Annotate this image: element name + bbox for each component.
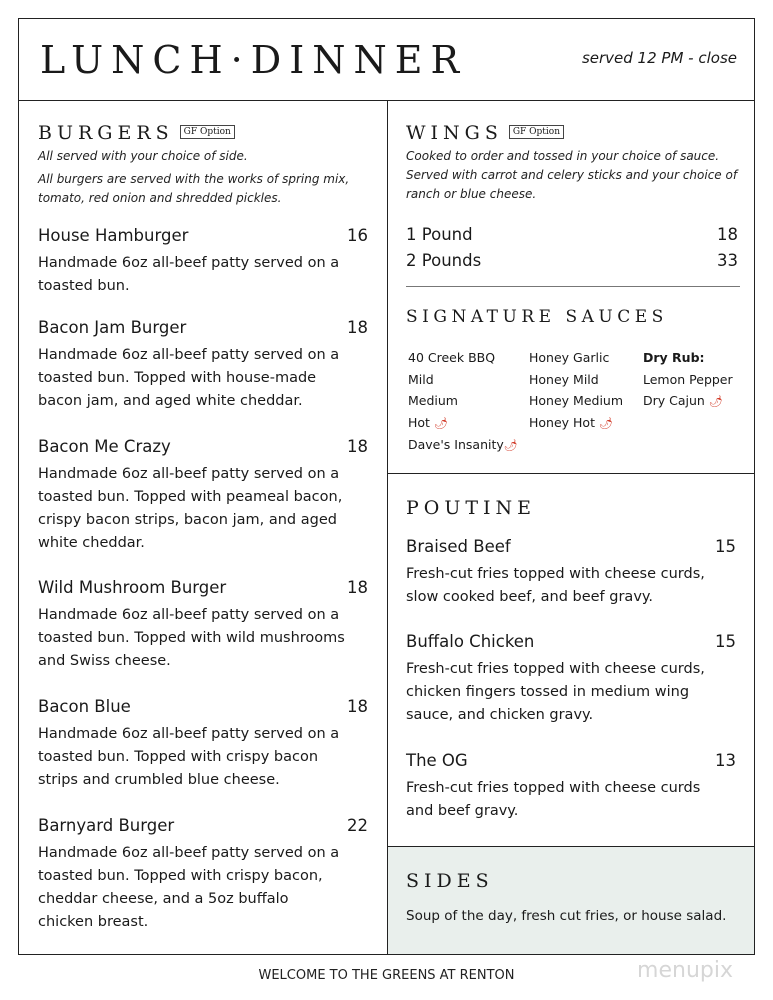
item-description: Fresh-cut fries topped with cheese curds and beef gravy. bbox=[406, 780, 701, 819]
item-description: Fresh-cut fries topped with cheese curds, slow cooked beef, and beef gravy. bbox=[406, 566, 705, 605]
sauce-item: Honey Medium bbox=[529, 393, 624, 408]
sauce-item: Dry Cajun bbox=[643, 393, 705, 408]
burgers-title-text: BURGERS bbox=[38, 122, 174, 144]
item-price: 16 bbox=[347, 226, 368, 245]
sides-title: SIDES bbox=[406, 870, 494, 892]
item-price: 15 bbox=[715, 632, 736, 651]
item-description: Handmade 6oz all-beef patty served on a toasted bun. Topped with crispy bacon, cheddar cheese, and a 5oz buffalo chicken breast. bbox=[38, 845, 340, 930]
menu-item bbox=[38, 816, 368, 934]
burgers-works-note: All burgers are served with the works of spring mix, tomato, red onion and shredded pickles. bbox=[38, 172, 350, 205]
burgers-title bbox=[38, 122, 235, 144]
item-name: Braised Beef bbox=[406, 537, 511, 556]
poutine-sides-divider bbox=[387, 846, 755, 847]
wings-sauces-divider bbox=[406, 286, 740, 287]
sauce-item-hot bbox=[408, 412, 518, 435]
wing-size-name: 1 Pound bbox=[406, 225, 473, 244]
sauce-item: Honey Garlic bbox=[529, 350, 610, 365]
wing-size-row bbox=[406, 251, 738, 270]
served-hours: served 12 PM - close bbox=[581, 49, 737, 67]
dry-rub-heading: Dry Rub: bbox=[643, 350, 705, 365]
item-description: Handmade 6oz all-beef patty served on a toasted bun. Topped with wild mushrooms and Swiss cheese. bbox=[38, 607, 345, 669]
menu-item bbox=[38, 697, 368, 792]
menu-item bbox=[406, 632, 736, 727]
chili-pepper-icon: 🌶 bbox=[598, 416, 613, 430]
sauce-item: Honey Hot bbox=[529, 414, 595, 430]
item-price: 18 bbox=[347, 697, 368, 716]
menu-item bbox=[38, 318, 368, 413]
item-price: 18 bbox=[347, 437, 368, 456]
menu-item bbox=[38, 578, 368, 673]
wings-title bbox=[406, 122, 564, 144]
wing-size-price: 18 bbox=[717, 225, 738, 244]
sides-text: Soup of the day, fresh cut fries, or house salad. bbox=[406, 908, 727, 924]
wing-size-row bbox=[406, 225, 738, 244]
sauces-title: SIGNATURE SAUCES bbox=[406, 307, 668, 327]
sauce-item: Lemon Pepper bbox=[643, 371, 733, 387]
item-name: Bacon Blue bbox=[38, 697, 131, 716]
item-price: 15 bbox=[715, 537, 736, 556]
wing-size-price: 33 bbox=[717, 251, 738, 270]
sauce-item: Hot bbox=[408, 414, 430, 430]
sauce-item: Honey Mild bbox=[529, 371, 599, 387]
sauce-item: Dave's Insanity bbox=[408, 437, 504, 452]
sauce-item: Medium bbox=[408, 393, 458, 408]
sauce-item-hot bbox=[529, 412, 623, 435]
item-description: Handmade 6oz all-beef patty served on a toasted bun. Topped with crispy bacon strips and crumbled blue cheese. bbox=[38, 726, 340, 788]
sauce-item: 40 Creek BBQ bbox=[408, 350, 496, 365]
menu-header bbox=[18, 18, 755, 101]
burgers-side-note: All served with your choice of side. bbox=[38, 149, 248, 163]
sauce-item: Mild bbox=[408, 371, 434, 387]
item-description: Handmade 6oz all-beef patty served on a toasted bun. Topped with peameal bacon, crispy bacon strips, bacon jam, and aged white cheddar. bbox=[38, 466, 343, 551]
column-divider bbox=[387, 100, 388, 955]
item-price: 18 bbox=[347, 318, 368, 337]
item-name: Bacon Jam Burger bbox=[38, 318, 187, 337]
item-name: The OG bbox=[406, 751, 468, 770]
item-price: 22 bbox=[347, 816, 368, 835]
sides-panel bbox=[388, 847, 754, 954]
menu-item bbox=[406, 537, 736, 609]
sauce-list-1 bbox=[408, 347, 518, 457]
wing-size-name: 2 Pounds bbox=[406, 251, 482, 270]
menupix-watermark: menupix bbox=[637, 958, 733, 983]
menu-item bbox=[38, 226, 368, 298]
item-price: 18 bbox=[347, 578, 368, 597]
wings-note: Cooked to order and tossed in your choice of sauce. Served with carrot and celery sticks and your choice of ranch or blue cheese. bbox=[406, 149, 738, 201]
sauce-item-cajun bbox=[643, 390, 733, 413]
menu-item bbox=[38, 437, 368, 555]
item-price: 13 bbox=[715, 751, 736, 770]
wings-title-text: WINGS bbox=[406, 122, 503, 144]
chili-pepper-icon: 🌶 bbox=[708, 395, 723, 408]
gf-option-badge: GF Option bbox=[509, 125, 564, 139]
item-name: Wild Mushroom Burger bbox=[38, 578, 227, 597]
sauce-list-2 bbox=[529, 347, 623, 434]
sauce-item-insanity bbox=[408, 434, 518, 457]
gf-option-badge: GF Option bbox=[180, 125, 235, 139]
page-title: LUNCH·DINNER bbox=[40, 38, 468, 82]
item-description: Handmade 6oz all-beef patty served on a toasted bun. bbox=[38, 255, 340, 294]
item-name: House Hamburger bbox=[38, 226, 189, 245]
item-name: Buffalo Chicken bbox=[406, 632, 535, 651]
chili-pepper-icon: 🌶 bbox=[503, 439, 518, 452]
chili-pepper-icon: 🌶 bbox=[433, 416, 448, 430]
sauce-list-3 bbox=[643, 347, 733, 413]
item-description: Fresh-cut fries topped with cheese curds, chicken fingers tossed in medium wing sauce, and chicken gravy. bbox=[406, 661, 705, 723]
menu-item bbox=[406, 751, 736, 823]
wings-poutine-divider bbox=[387, 473, 755, 474]
poutine-title: POUTINE bbox=[406, 497, 537, 519]
item-name: Bacon Me Crazy bbox=[38, 437, 171, 456]
item-name: Barnyard Burger bbox=[38, 816, 175, 835]
footer-welcome: WELCOME TO THE GREENS AT RENTON bbox=[258, 968, 515, 983]
item-description: Handmade 6oz all-beef patty served on a toasted bun. Topped with house-made bacon jam, and aged white cheddar. bbox=[38, 347, 340, 409]
